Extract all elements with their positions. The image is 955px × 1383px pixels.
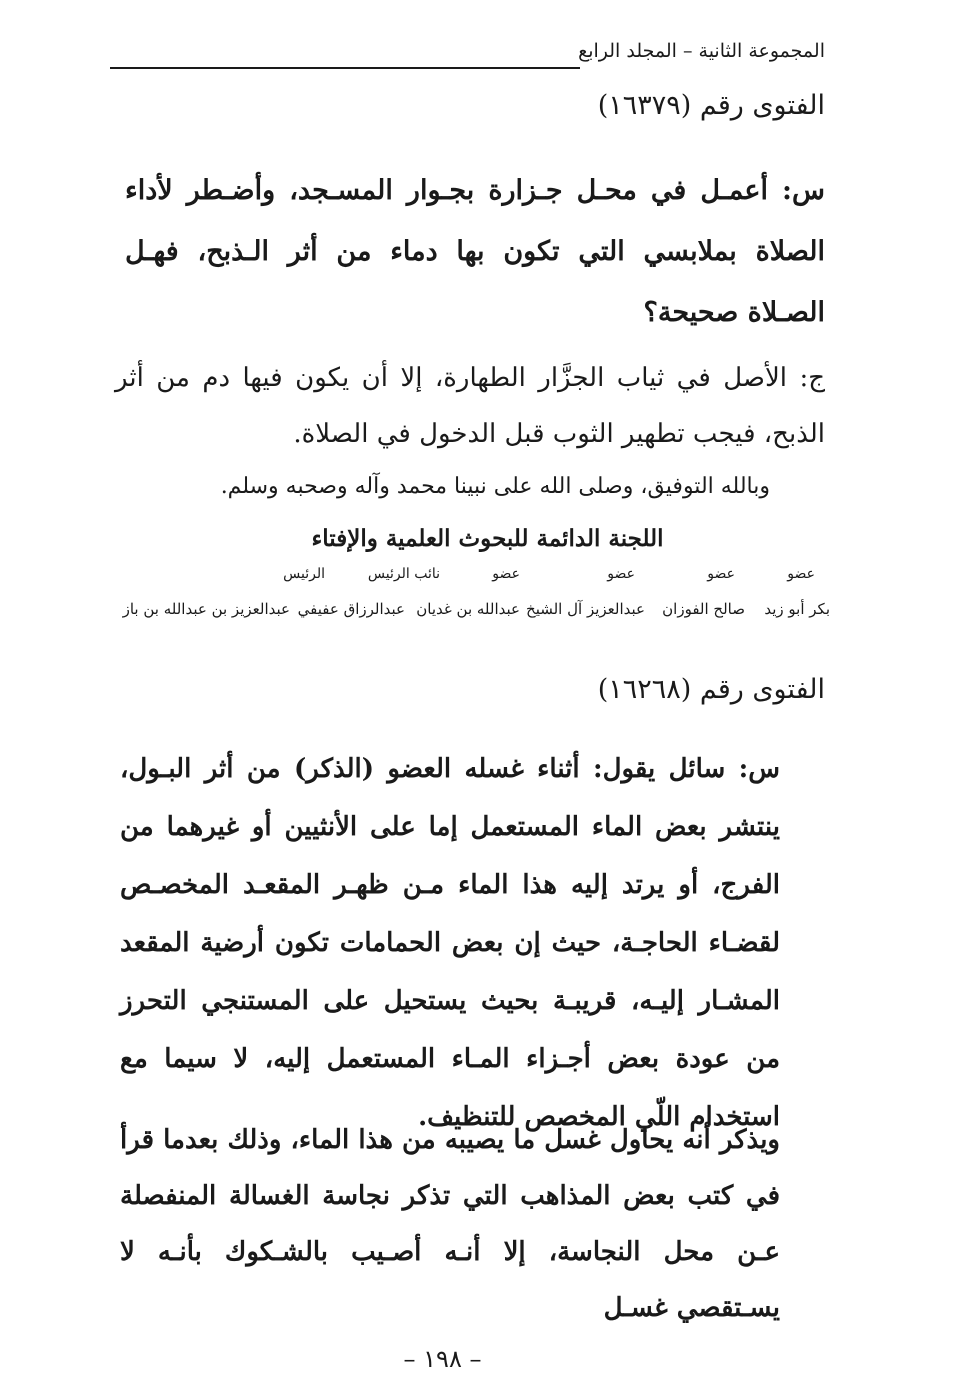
member-name: عبدالعزيز آل الشيخ	[526, 600, 645, 618]
member-role: عضو	[607, 566, 635, 582]
member-role: عضو	[787, 566, 815, 582]
running-header: المجموعة الثانية – المجلد الرابع	[578, 40, 825, 62]
member-role: الرئيس	[283, 566, 325, 582]
signature-roles	[125, 566, 825, 590]
fatwa-question: س: أعمـل في محـل جـزارة بجـوار المسـجد، وأضـطر لأداء الصلاة بملابسي التي تكون بها دماء من أثر الـذبح، فهـل الصـلاة صحيحة؟	[125, 175, 825, 328]
member-role: عضو	[492, 566, 520, 582]
fatwa-closing: وبالله التوفيق، وصلى الله على نبينا محمد وآله وصحبه وسلم.	[220, 474, 770, 499]
fatwa-answer: ج: الأصل في ثياب الجزَّار الطهارة، إلا أن يكون فيها دم من أثر الذبح، فيجب تطهير الثوب قبل الدخول في الصلاة.	[115, 363, 825, 449]
fatwa-question-continuation: ويذكر أنه يحاول غسل ما يصيبه من هذا الماء، وذلك بعدما قرأ في كتب بعض المذاهب التي تذكر نجاسة الغسالة المنفصلة عـن محل النجاسة، إلا أنـه أصـيب بالشـكوك بأنـه لا يسـتقصي غسـل	[120, 1125, 780, 1323]
member-name: عبدالله بن غديان	[416, 600, 520, 618]
header-rule	[110, 67, 580, 69]
signature-names	[122, 600, 830, 624]
member-name: صالح الفوزان	[662, 600, 745, 618]
fatwa-question: س: سائل يقول: أثناء غسله العضو (الذكر) من أثر البـول، ينتشر بعض الماء المستعمل إما على الأنثيين أو غيرهما من الفرج، أو يرتد إليه هذا الماء مـن ظهـر المقعـد المخصـص لقضـاء الحاجـة، حيث إن بعض الحمامات تكون أرضية المقعد المشـار إليـه، قريبـة بحيث يستحيل على المستنجي التحرز من عودة بعض أجـزاء المـاء المستعمل إليه، لا سيما مع استخدام اللّي المخصص للتنظيف.	[120, 754, 780, 1132]
committee-name: اللجنة الدائمة للبحوث العلمية والإفتاء	[311, 525, 664, 552]
member-role: نائب الرئيس	[367, 566, 440, 582]
page-number: – ١٩٨ –	[403, 1345, 482, 1373]
member-name: بكر أبو زيد	[764, 600, 830, 618]
fatwa-title: الفتوى رقم (١٦٢٦٨)	[597, 674, 825, 705]
member-role: عضو	[707, 566, 735, 582]
fatwa-title: الفتوى رقم (١٦٣٧٩)	[597, 90, 825, 121]
member-name: عبدالرزاق عفيفي	[297, 600, 405, 618]
member-name: عبدالعزيز بن عبدالله بن باز	[122, 600, 290, 618]
